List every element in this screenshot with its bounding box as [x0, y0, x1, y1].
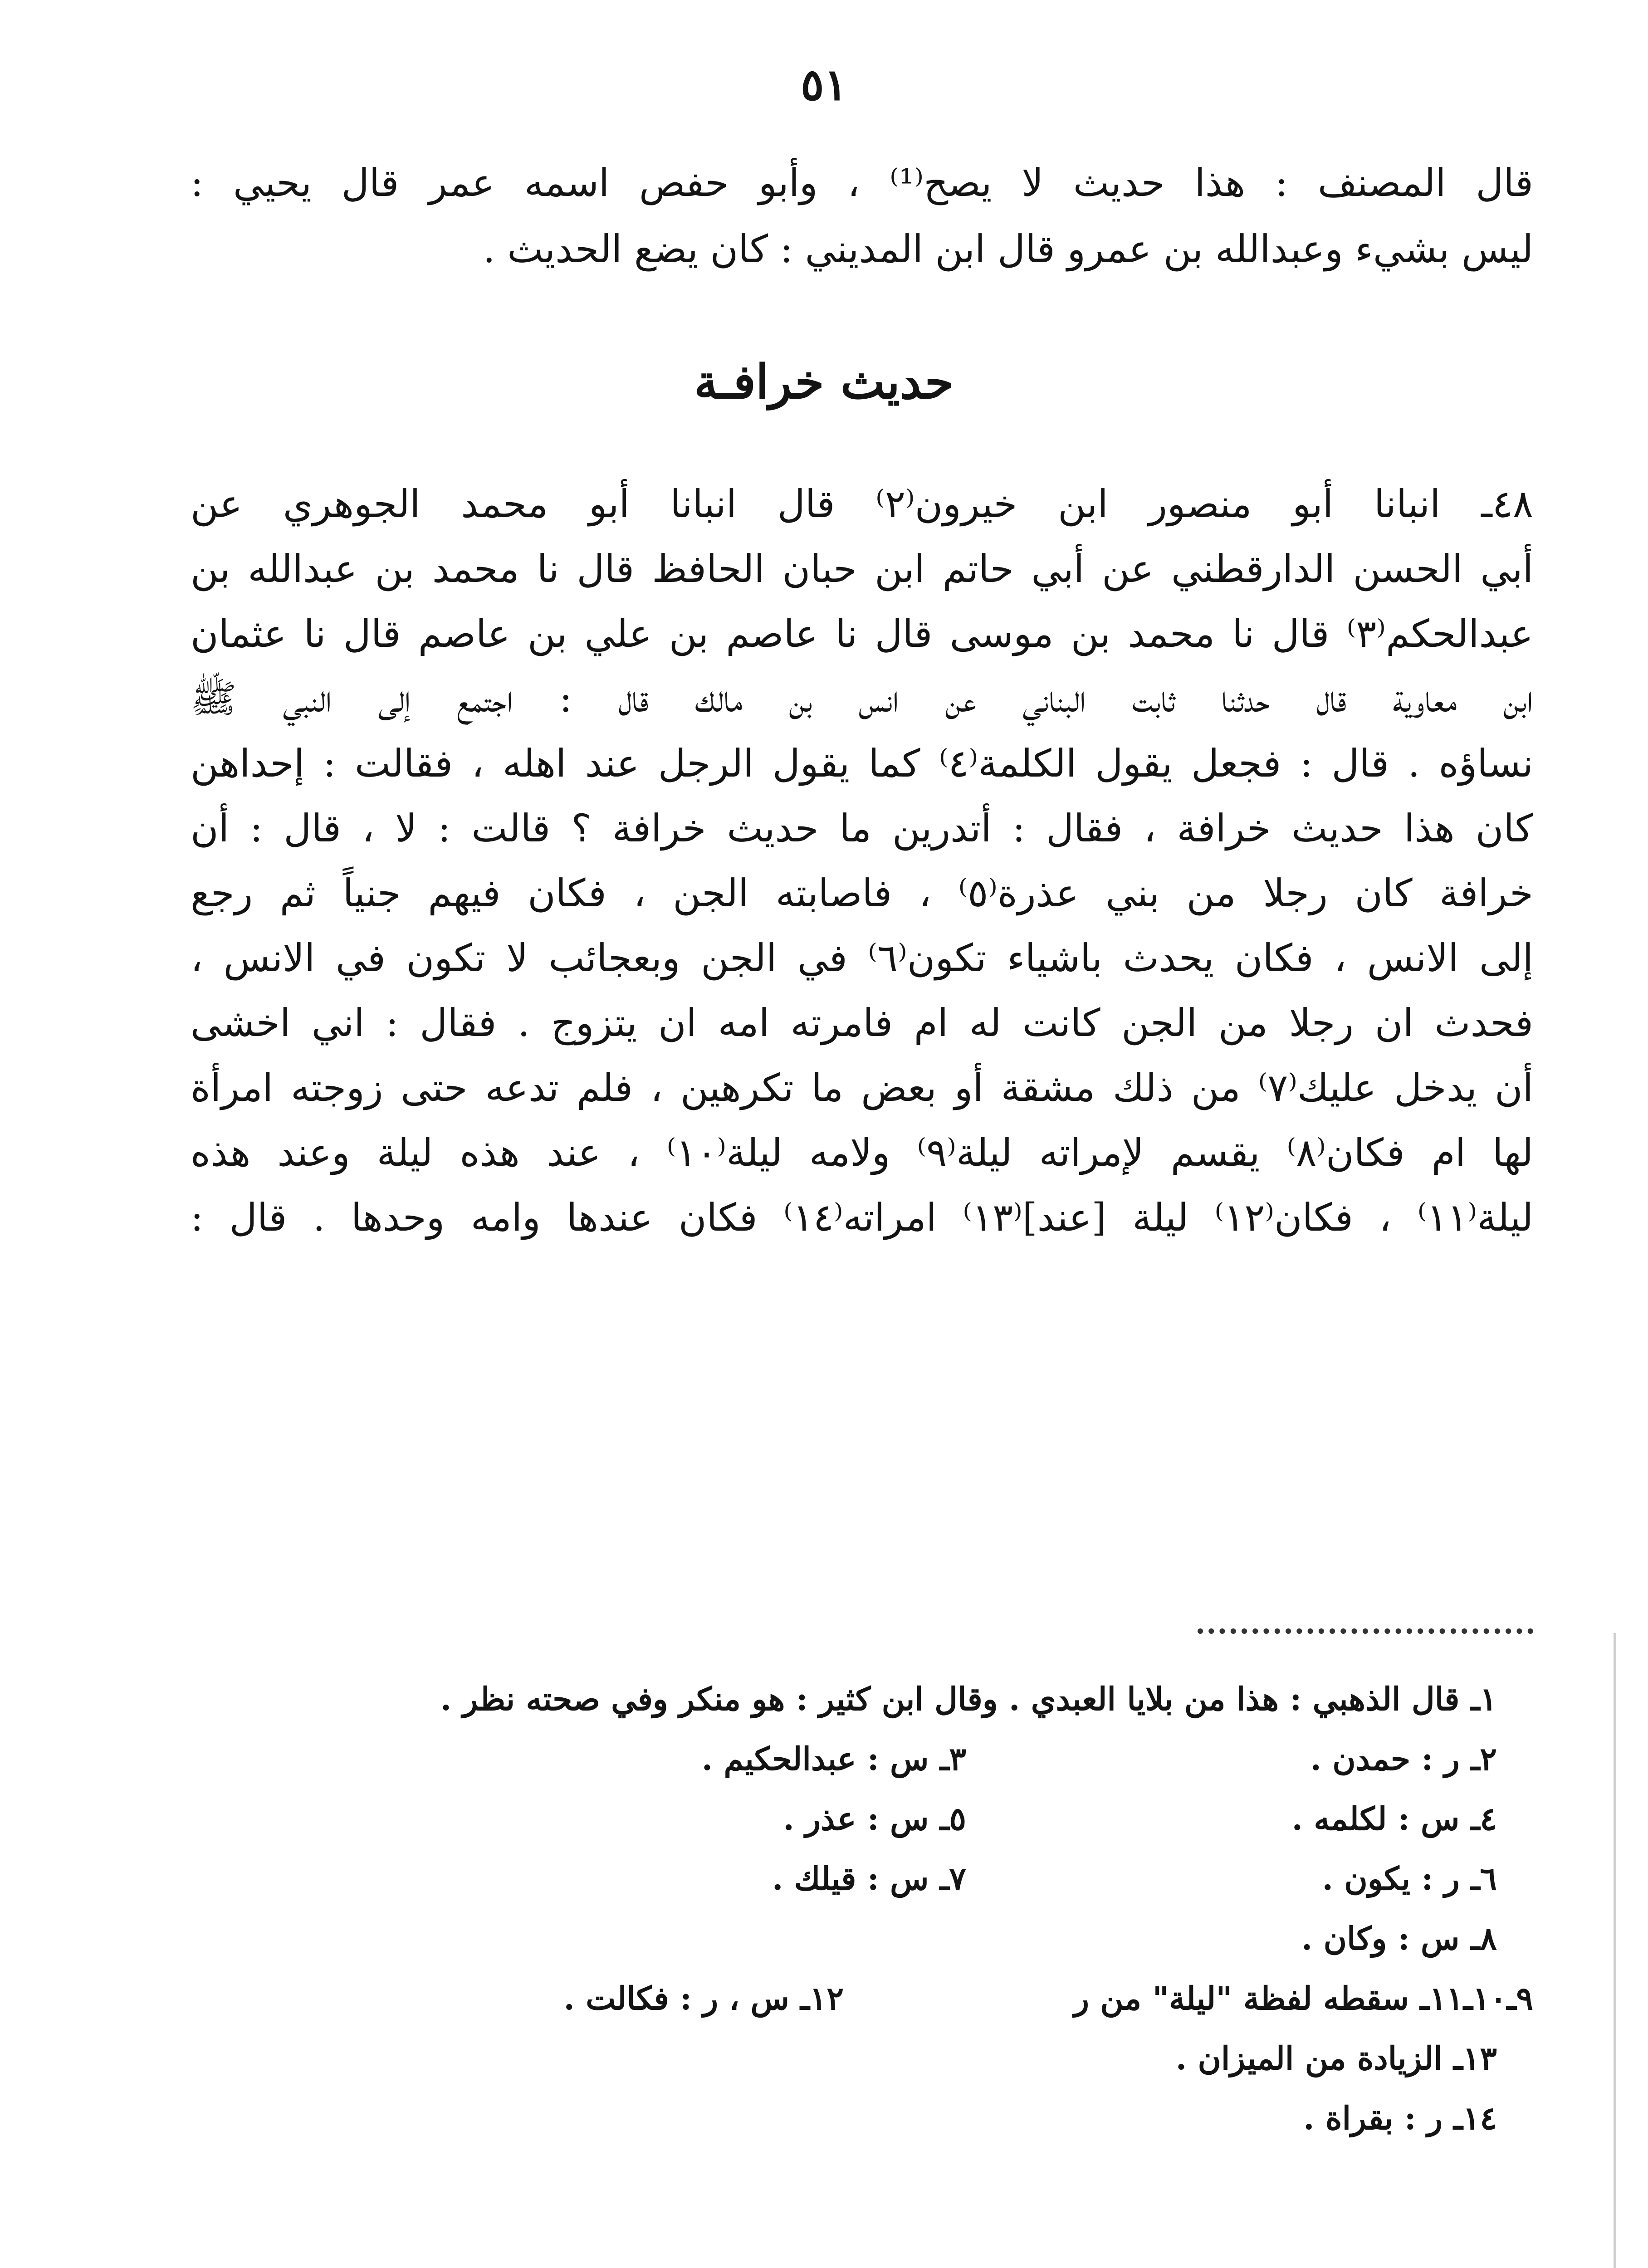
footnote-13: ١٣ـ الزيادة من الميزان . [1175, 2039, 1497, 2077]
footnote-9-11: ٩ـ١٠ـ١١ـ سقطه لفظة "ليلة" من ر [1074, 1980, 1533, 2017]
footnote-row [191, 1729, 1533, 1789]
footnote-separator [1198, 1628, 1533, 1634]
body-line: فحدث ان رجلا من الجن كانت له ام فامرته امه ان يتزوج . فقال : اني اخشى [191, 1001, 1533, 1045]
body-line: عبدالحكم⁽٣⁾ قال نا محمد بن موسى قال نا عاصم بن علي بن عاصم قال نا عثمان [191, 611, 1533, 656]
body-line: خرافة كان رجلا من بني عذرة⁽٥⁾ ، فاصابته الجن ، فكان فيهم جنياً ثم رجع [191, 871, 1533, 915]
footnote-row [191, 1849, 1533, 1909]
footnote-3: ٣ـ س : عبدالحكيم . [701, 1740, 966, 1778]
body-line: أبي الحسن الدارقطني عن أبي حاتم ابن حبان الحافظ قال نا محمد بن عبدالله بن [191, 547, 1533, 591]
body-line: ليلة⁽١١⁾ ، فكان⁽١٢⁾ ليلة [عند]⁽١٣⁾ امراته⁽١٤⁾ فكان عندها وامه وحدها . قال : [191, 1195, 1533, 1240]
footnote-12: ١٢ـ س ، ر : فكالت . [563, 1980, 844, 2017]
body-line: كان هذا حديث خرافة ، فقال : أتدرين ما حديث خرافة ؟ قالت : لا ، قال : أن [191, 806, 1533, 850]
body-line: أن يدخل عليك⁽٧⁾ من ذلك مشقة أو بعض ما تكرهين ، فلم تدعه حتى زوجته امرأة [191, 1066, 1533, 1110]
footnote-7: ٧ـ س : قيلك . [772, 1860, 966, 1897]
body-line: إلى الانس ، فكان يحدث باشياء تكون⁽٦⁾ في الجن وبعجائب لا تكون في الانس ، [191, 936, 1533, 980]
intro-line: قال المصنف : هذا حديث لا يصح⁽¹⁾ ، وأبو حفص اسمه عمر قال يحيي : [191, 161, 1533, 205]
footnote-row [191, 2088, 1533, 2148]
body-line: نساؤه . قال : فجعل يقول الكلمة⁽٤⁾ كما يقول الرجل عند اهله ، فقالت : إحداهن [191, 741, 1533, 786]
footnote-row [191, 1789, 1533, 1849]
footnote-5: ٥ـ س : عذر . [783, 1800, 966, 1838]
footnote-row [191, 1909, 1533, 1969]
page-edge-shadow [1614, 1633, 1616, 2268]
section-heading: حديث خرافـة [694, 354, 954, 410]
body-line: ٤٨ـ انبانا أبو منصور ابن خيرون⁽٢⁾ قال انبانا أبو محمد الجوهري عن [191, 482, 1533, 526]
footnote-6: ٦ـ ر : يكون . [1322, 1860, 1497, 1897]
footnote-1: ١ـ قال الذهبي : هذا من بلايا العبدي . وقال ابن كثير : هو منكر وفي صحته نظر . [440, 1680, 1497, 1718]
intro-line: ليس بشيء وعبدالله بن عمرو قال ابن المديني : كان يضع الحديث . [483, 227, 1533, 271]
intro-paragraph [191, 150, 1533, 282]
body-line: لها ام فكان⁽٨⁾ يقسم لإمراته ليلة⁽٩⁾ ولامه ليلة⁽١٠⁾ ، عند هذه ليلة وعند هذه [191, 1130, 1533, 1175]
footnote-row [191, 2028, 1533, 2088]
footnote-4: ٤ـ س : لكلمه . [1291, 1800, 1497, 1838]
page-number: ٥١ [800, 59, 848, 110]
footnote-14: ١٤ـ ر : بقراة . [1303, 2099, 1497, 2137]
body-line: ابن معاوية قال حدثنا ثابت البناني عن انس بن مالك قال : اجتمع إلى النبي ﷺ [191, 676, 1533, 721]
footnote-8: ٨ـ س : وكان . [1301, 1920, 1497, 1957]
body-paragraph [191, 472, 1533, 1250]
footnote-row [191, 1969, 1533, 2028]
footnote-row [191, 1669, 1533, 1729]
footnote-2: ٢ـ ر : حمدن . [1310, 1740, 1497, 1778]
footnotes [191, 1669, 1533, 2148]
